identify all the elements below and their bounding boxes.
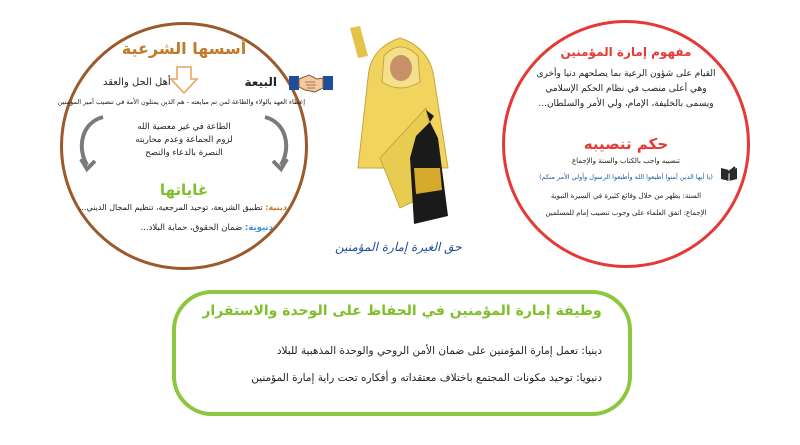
religious-function: دينيا: تعمل إمارة المؤمنين على ضمان الأمن الروحي والوحدة المذهبية للبلاد <box>276 345 602 357</box>
concept-title: مفهوم إمارة المؤمنين <box>560 45 692 59</box>
handshake-icon <box>289 70 333 96</box>
arrow-down-icon <box>169 65 199 95</box>
obligations-list <box>63 121 305 160</box>
foundations-circle <box>57 22 308 270</box>
worldly-goal <box>140 223 273 233</box>
foundations-title: أسسها الشرعية <box>121 39 247 58</box>
worldly-text: ضمان الحقوق، حماية البلاد... <box>140 223 245 233</box>
definition-line: القيام على شؤون الرعية بما يصلحهم دنيا وأخرى <box>536 69 716 79</box>
function-box <box>172 290 632 416</box>
concept-definition <box>505 67 747 112</box>
concept-circle <box>502 20 750 268</box>
goals-title: غاياتها <box>159 181 209 199</box>
sunnah-text: السنة: يظهر من خلال وقائع كثيرة في السيرة النبوية <box>550 192 702 200</box>
obligation-item: النصرة بالدعاء والنصح <box>145 148 223 158</box>
king-on-horse-image <box>330 18 470 228</box>
ahl-label: أهل الحل والعقد <box>103 77 171 88</box>
worldly-key: دنيوية: <box>244 223 273 233</box>
obligation-item: الطاعة في غير معصية الله <box>137 122 231 132</box>
definition-line: ويسمى بالخليفة، الإمام، ولي الأمر والسلطان... <box>538 99 714 109</box>
religious-text: تطبيق الشريعة، توحيد المرجعية، تنظيم المجال الديني... <box>78 203 266 212</box>
religious-key: دينية: <box>265 203 287 212</box>
ruling-title: حكم تنصيبه <box>583 135 669 153</box>
ruling-text: تنصيبه واجب بالكتاب والسنة والإجماع <box>571 157 681 165</box>
obligation-item: لزوم الجماعة وعدم محاربته <box>135 135 233 145</box>
ijma-text: الإجماع: اتفق العلماء على وجوب تنصيب إمام للمسلمين <box>545 209 707 217</box>
religious-goal <box>79 203 287 212</box>
definition-line: وهي أعلى منصب في نظام الحكم الإسلامي <box>545 84 707 94</box>
image-caption: حق الغيرة إمارة المؤمنين <box>335 240 462 254</box>
bayah-description: إعطاء العهد بالولاء والطاعة لمن تم مبايعته - هم الذين يمثلون الأمة في تنصيب أمير المؤمنين <box>57 98 305 106</box>
bayah-label: البيعة <box>244 75 277 89</box>
worldly-function: دنيويا: توحيد مكونات المجتمع باختلاف معتقداته و أفكاره تحت راية إمارة المؤمنين <box>251 372 602 384</box>
function-title: وظيفة إمارة المؤمنين في الحفاظ على الوحدة والاستقرار <box>202 303 602 319</box>
quran-verse: (يا أيها الذين آمنوا أطيعوا الله وأطيعوا الرسول وأولي الأمر منكم) <box>539 173 713 181</box>
